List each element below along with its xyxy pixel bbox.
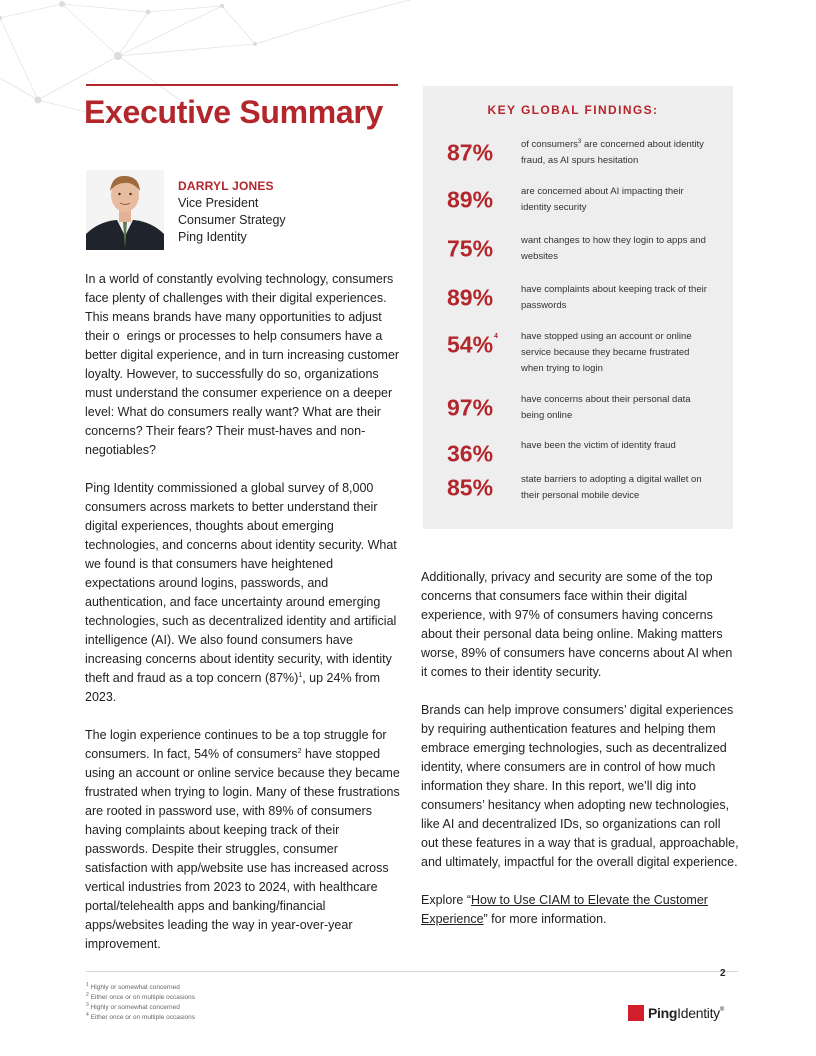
paragraph-brands: Brands can help improve consumers’ digital experiences by requiring authentication features and helping them embrace emerging technologies, such as decentralized identity, where consumers are in control of how much information they share. In this report, we’ll dig into consumers’ hesitancy when adopting new technologies, like AI and decentralized IDs, so organizations can roll out these features in a way that is gradual, approachable, and ultimately, impactful for the overall digital experience. bbox=[421, 703, 739, 869]
finding-value: 75% bbox=[447, 235, 494, 262]
finding-text: have stopped using an account or online service because they became frustrated when trying to login bbox=[521, 331, 692, 374]
finding-text: of consumers$^3$ are concerned about identity fraud, as AI spurs hesitation bbox=[521, 138, 704, 166]
author-block bbox=[86, 170, 416, 252]
paragraph-explore: Explore “How to Use CIAM to Elevate the Customer Experience” for more information. bbox=[421, 893, 708, 926]
finding-value: 89% bbox=[447, 284, 494, 311]
page-number: 2 bbox=[720, 968, 726, 979]
paragraph-login: The login experience continues to be a top struggle for consumers. In fact, 54% of consumers$^2$ have stopped using an account or online service because they became frustrated when trying to login. Many of these frustrations are rooted in password use, with 89% of consumers having complaints about keeping track of their passwords. Despite their struggles, consumer satisfaction with app/website use has increased across vertical industries from 2023 to 2024, with healthcare portal/telehealth apps and banking/financial apps/websites leading the way in year-over-year improvement. bbox=[85, 728, 400, 951]
finding-value: 87% bbox=[447, 139, 494, 166]
author-photo bbox=[86, 170, 164, 250]
footnote-ref: 1 bbox=[298, 671, 303, 679]
footnote: $^4$ Either once or on multiple occasions bbox=[86, 1011, 196, 1021]
ciam-guide-link[interactable]: How to Use CIAM to Elevate the Customer Experience bbox=[421, 893, 708, 926]
key-findings-panel bbox=[423, 86, 733, 529]
author-company: Ping Identity bbox=[178, 230, 247, 244]
finding-text: want changes to how they login to apps and websites bbox=[521, 235, 706, 262]
page-title: Executive Summary bbox=[84, 94, 384, 130]
footnote: $^2$ Either once or on multiple occasions bbox=[86, 991, 196, 1001]
ping-identity-logo bbox=[628, 1003, 738, 1023]
finding-value: 89% bbox=[447, 186, 494, 213]
paragraph-intro: In a world of constantly evolving technology, consumers face plenty of challenges with their digital experiences. This means brands have many opportunities to adjust their o erings or processes to help consumers have a better digital experience, and in turn increasing customer loyalty. However, to successfully do so, organizations must understand the consumer experience on a deeper level: What do consumers really want? What are their concerns? Their fears? Their must-haves and non-negotiables? bbox=[85, 272, 400, 457]
brand-wordmark: PingIdentity® bbox=[648, 1005, 725, 1021]
paragraph-privacy: Additionally, privacy and security are some of the top concerns that consumers face within their digital experience, with 97% of consumers having concerns about their personal data being online. Making matters worse, 89% of consumers have concerns about AI when it comes to their identity security. bbox=[421, 570, 733, 679]
body-column-right bbox=[421, 568, 741, 929]
finding-text: have been the victim of identity fraud bbox=[521, 440, 676, 451]
finding-value: 36% bbox=[447, 440, 494, 467]
body-column-left bbox=[85, 270, 401, 954]
finding-text: state barriers to adopting a digital wallet on their personal mobile device bbox=[521, 474, 702, 501]
finding-value: 85% bbox=[447, 474, 494, 501]
footnote-ref: 2 bbox=[297, 747, 302, 755]
footnotes bbox=[86, 983, 195, 1023]
footer-rule bbox=[86, 971, 738, 972]
finding-text: are concerned about AI impacting their identity security bbox=[521, 186, 684, 213]
author-role-line-2: Consumer Strategy bbox=[178, 213, 286, 227]
footnote: $^1$ Highly or somewhat concerned bbox=[86, 981, 180, 991]
findings-heading: KEY GLOBAL FINDINGS: bbox=[487, 103, 659, 117]
finding-text: have complaints about keeping track of their passwords bbox=[521, 284, 707, 311]
author-name: DARRYL JONES bbox=[178, 179, 274, 193]
ping-identity-logo-icon bbox=[628, 1005, 644, 1021]
finding-value: 54%$^4$ bbox=[447, 331, 498, 358]
title-rule bbox=[86, 84, 398, 86]
paragraph-survey: Ping Identity commissioned a global survey of 8,000 consumers across markets to better understand their digital experiences, thoughts about emerging technologies, and concerns about identity security. What we found is that consumers have heightened expectations around logins, passwords, and authentication, and face uncertainty around emerging technologies, such as decentralized identity and artificial intelligence (AI). We also found consumers have increasing concerns about identity security, with identity theft and fraud as a top concern $(87\%)^1$, up 24% from 2023. bbox=[85, 481, 397, 704]
footnote: $^3$ Highly or somewhat concerned bbox=[86, 1001, 180, 1011]
finding-value: 97% bbox=[447, 394, 494, 421]
author-info bbox=[178, 178, 286, 246]
finding-text: have concerns about their personal data being online bbox=[521, 394, 691, 421]
author-role-line-1: Vice President bbox=[178, 196, 259, 210]
